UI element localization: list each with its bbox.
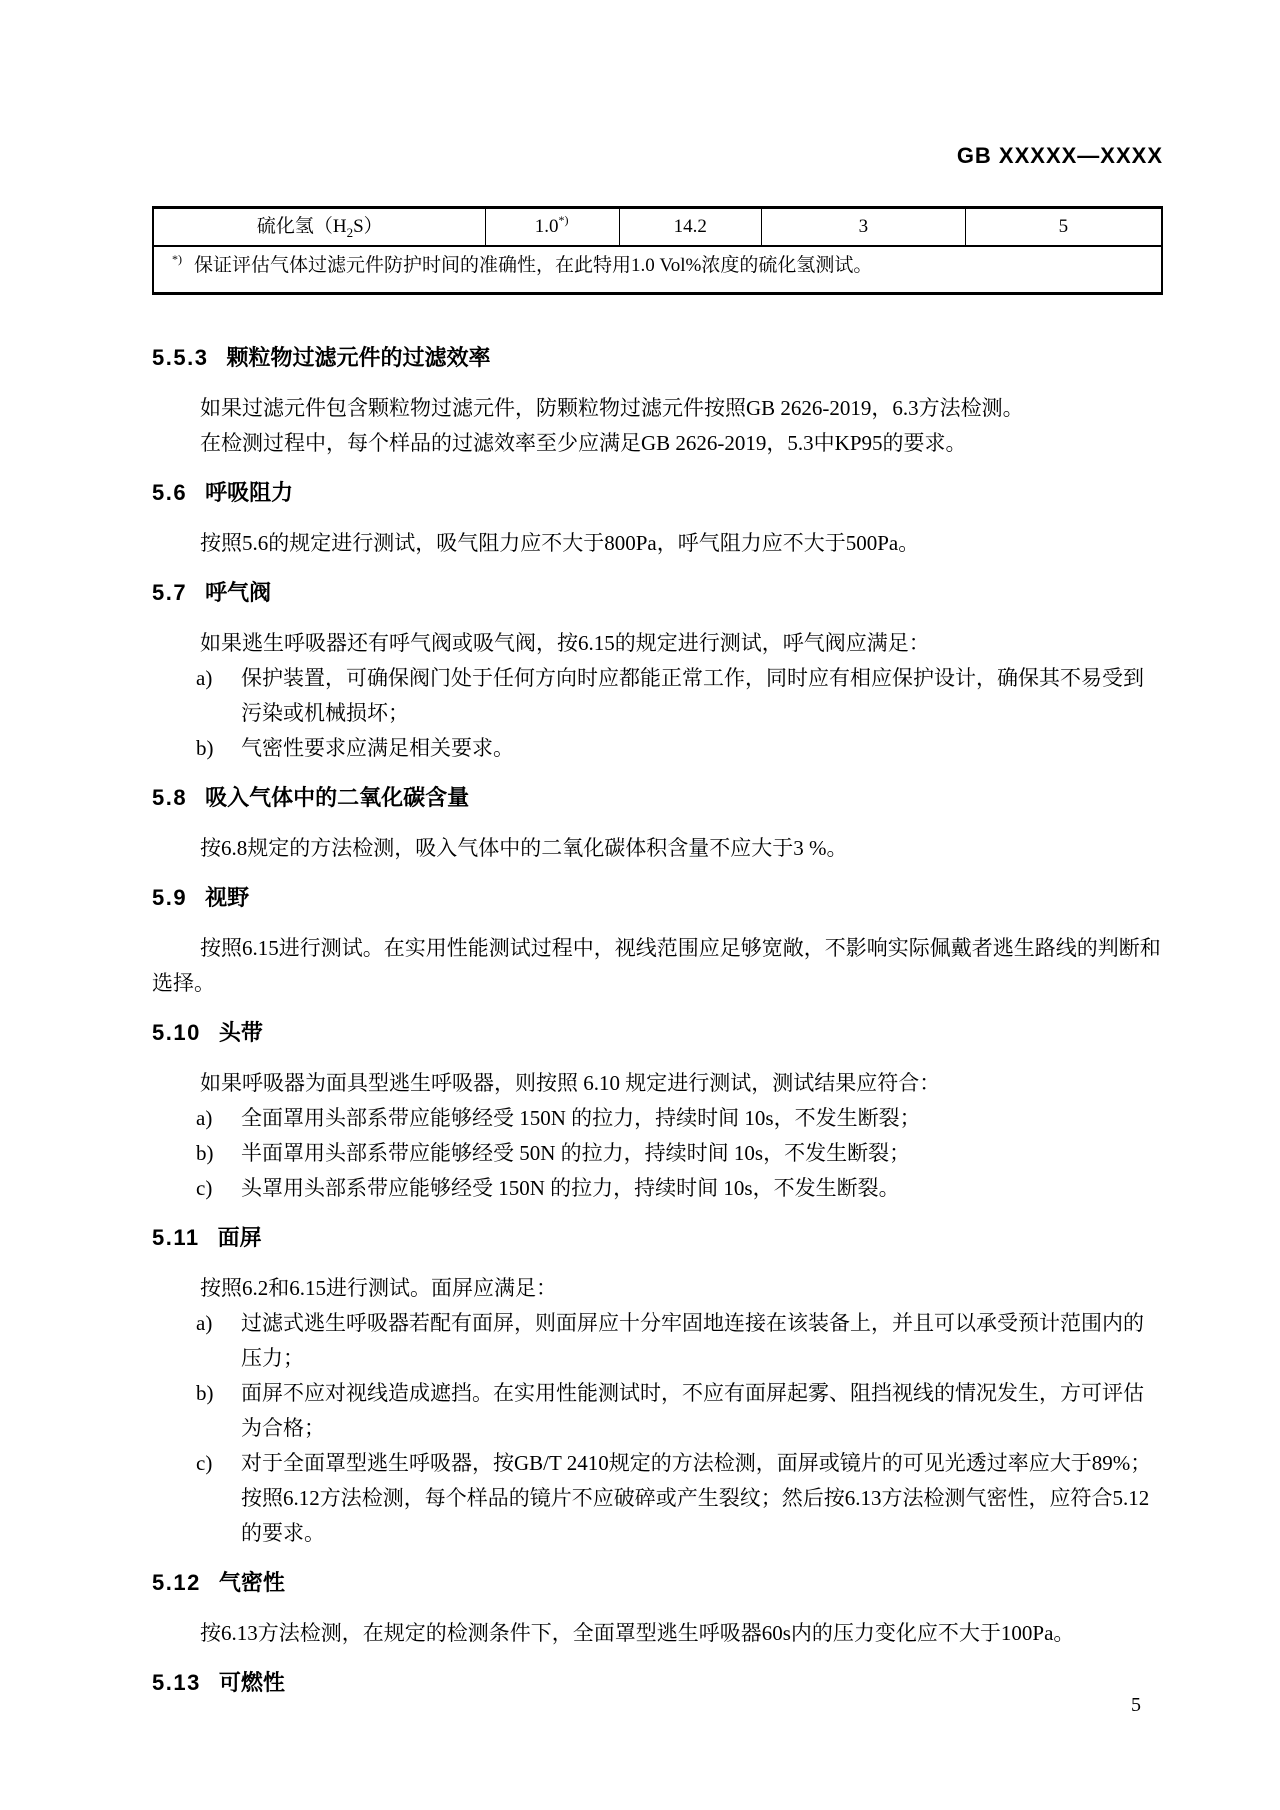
list-marker: b) xyxy=(196,736,214,760)
section-title: 视野 xyxy=(205,885,250,910)
section-heading xyxy=(152,346,1163,370)
section-5-11 xyxy=(152,1226,1163,1551)
paragraph: 如果呼吸器为面具型逃生呼吸器，则按照 6.10 规定进行测试，测试结果应符合： xyxy=(200,1071,941,1095)
section-number: 5.9 xyxy=(152,885,188,910)
section-title: 呼吸阻力 xyxy=(205,480,294,505)
footnote-marker: *) xyxy=(558,213,569,228)
section-number: 5.13 xyxy=(152,1670,201,1695)
substance-name: 硫化氢（H xyxy=(256,215,347,237)
table-row xyxy=(153,208,1162,246)
section-heading xyxy=(152,886,1163,910)
list-item xyxy=(152,1101,1163,1136)
list-marker: a) xyxy=(196,666,213,690)
section-5-6 xyxy=(152,481,1163,561)
concentration-cell xyxy=(486,208,619,246)
list-item xyxy=(152,1446,1163,1551)
list-item xyxy=(152,1136,1163,1171)
section-number: 5.11 xyxy=(152,1225,200,1250)
doc-number-header: GB XXXXX—XXXX xyxy=(956,143,1163,168)
paragraph: 按6.13方法检测，在规定的检测条件下，全面罩型逃生呼吸器60s内的压力变化应不大于100Pa。 xyxy=(200,1621,1075,1645)
section-heading xyxy=(152,786,1163,810)
value-cell: 14.2 xyxy=(619,208,761,246)
section-heading xyxy=(152,481,1163,505)
list-item xyxy=(152,661,1163,731)
concentration-value: 1.0 xyxy=(534,215,559,237)
list-text: 气密性要求应满足相关要求。 xyxy=(241,736,514,760)
footnote-text: 保证评估气体过滤元件防护时间的准确性，在此特用1.0 Vol%浓度的硫化氢测试。 xyxy=(194,254,873,276)
section-5-13 xyxy=(152,1671,1163,1695)
table-footnote xyxy=(153,246,1162,294)
page-number: 5 xyxy=(1131,1694,1141,1716)
list-text: 面屏不应对视线造成遮挡。在实用性能测试时，不应有面屏起雾、阻挡视线的情况发生，方可评估为合格； xyxy=(241,1381,1144,1440)
list-marker: a) xyxy=(196,1311,213,1335)
list-item xyxy=(152,731,1163,766)
list-marker: b) xyxy=(196,1381,214,1405)
table-footnote-row xyxy=(153,246,1162,294)
substance-name-end: S） xyxy=(353,215,383,237)
list-marker: a) xyxy=(196,1106,213,1130)
section-number: 5.12 xyxy=(152,1570,201,1595)
section-number: 5.5.3 xyxy=(152,345,209,370)
section-heading xyxy=(152,1571,1163,1595)
list-item xyxy=(152,1306,1163,1376)
section-heading xyxy=(152,581,1163,605)
list-text: 半面罩用头部系带应能够经受 50N 的拉力，持续时间 10s，不发生断裂； xyxy=(241,1141,911,1165)
list-text: 头罩用头部系带应能够经受 150N 的拉力，持续时间 10s，不发生断裂。 xyxy=(241,1176,900,1200)
section-5-12 xyxy=(152,1571,1163,1651)
section-number: 5.6 xyxy=(152,480,188,505)
section-title: 颗粒物过滤元件的过滤效率 xyxy=(226,345,491,370)
section-title: 气密性 xyxy=(218,1570,285,1595)
substance-subscript: 2 xyxy=(346,224,354,240)
list-item xyxy=(152,1376,1163,1446)
paragraph: 按照6.15进行测试。在实用性能测试过程中，视线范围应足够宽敞，不影响实际佩戴者逃生路线的判断和选择。 xyxy=(152,936,1161,995)
section-number: 5.8 xyxy=(152,785,188,810)
list-item xyxy=(152,1171,1163,1206)
section-title: 吸入气体中的二氧化碳含量 xyxy=(205,785,470,810)
paragraph: 如果过滤元件包含颗粒物过滤元件，防颗粒物过滤元件按照GB 2626-2019，6.3方法检测。 xyxy=(200,396,1024,420)
section-5-5-3 xyxy=(152,346,1163,461)
paragraph: 如果逃生呼吸器还有呼气阀或吸气阀，按6.15的规定进行测试，呼气阀应满足： xyxy=(200,631,930,655)
section-number: 5.7 xyxy=(152,580,188,605)
section-title: 呼气阀 xyxy=(205,580,272,605)
section-5-10 xyxy=(152,1021,1163,1206)
section-title: 可燃性 xyxy=(218,1670,285,1695)
paragraph: 按照5.6的规定进行测试，吸气阻力应不大于800Pa，呼气阻力应不大于500Pa。 xyxy=(200,531,920,555)
section-title: 面屏 xyxy=(217,1225,262,1250)
value-cell: 3 xyxy=(761,208,965,246)
section-5-8 xyxy=(152,786,1163,866)
paragraph: 按照6.2和6.15进行测试。面屏应满足： xyxy=(200,1276,557,1300)
list-marker: c) xyxy=(196,1451,213,1475)
paragraph: 在检测过程中，每个样品的过滤效率至少应满足GB 2626-2019，5.3中KP95的要求。 xyxy=(200,431,967,455)
list-text: 保护装置，可确保阀门处于任何方向时应都能正常工作，同时应有相应保护设计，确保其不易受到污染或机械损坏； xyxy=(241,666,1144,725)
list-text: 全面罩用头部系带应能够经受 150N 的拉力，持续时间 10s，不发生断裂； xyxy=(241,1106,921,1130)
list-text: 过滤式逃生呼吸器若配有面屏，则面屏应十分牢固地连接在该装备上，并且可以承受预计范围内的压力； xyxy=(241,1311,1144,1370)
footnote-marker: *) xyxy=(172,252,182,267)
value-cell: 5 xyxy=(965,208,1162,246)
list-text: 对于全面罩型逃生呼吸器，按GB/T 2410规定的方法检测，面屏或镜片的可见光透过率应大于89%；按照6.12方法检测，每个样品的镜片不应破碎或产生裂纹；然后按6.13方法检测气密性，应符合5.12的要求。 xyxy=(241,1451,1152,1545)
list-marker: c) xyxy=(196,1176,213,1200)
section-heading xyxy=(152,1671,1163,1695)
gas-filter-test-table xyxy=(152,206,1163,295)
list-marker: b) xyxy=(196,1141,214,1165)
substance-cell xyxy=(153,208,486,246)
section-number: 5.10 xyxy=(152,1020,201,1045)
sections xyxy=(152,346,1163,1695)
section-5-9 xyxy=(152,886,1163,1001)
section-title: 头带 xyxy=(218,1020,263,1045)
section-5-7 xyxy=(152,581,1163,766)
section-heading xyxy=(152,1021,1163,1045)
paragraph: 按6.8规定的方法检测，吸入气体中的二氧化碳体积含量不应大于3 %。 xyxy=(200,836,848,860)
section-heading xyxy=(152,1226,1163,1250)
